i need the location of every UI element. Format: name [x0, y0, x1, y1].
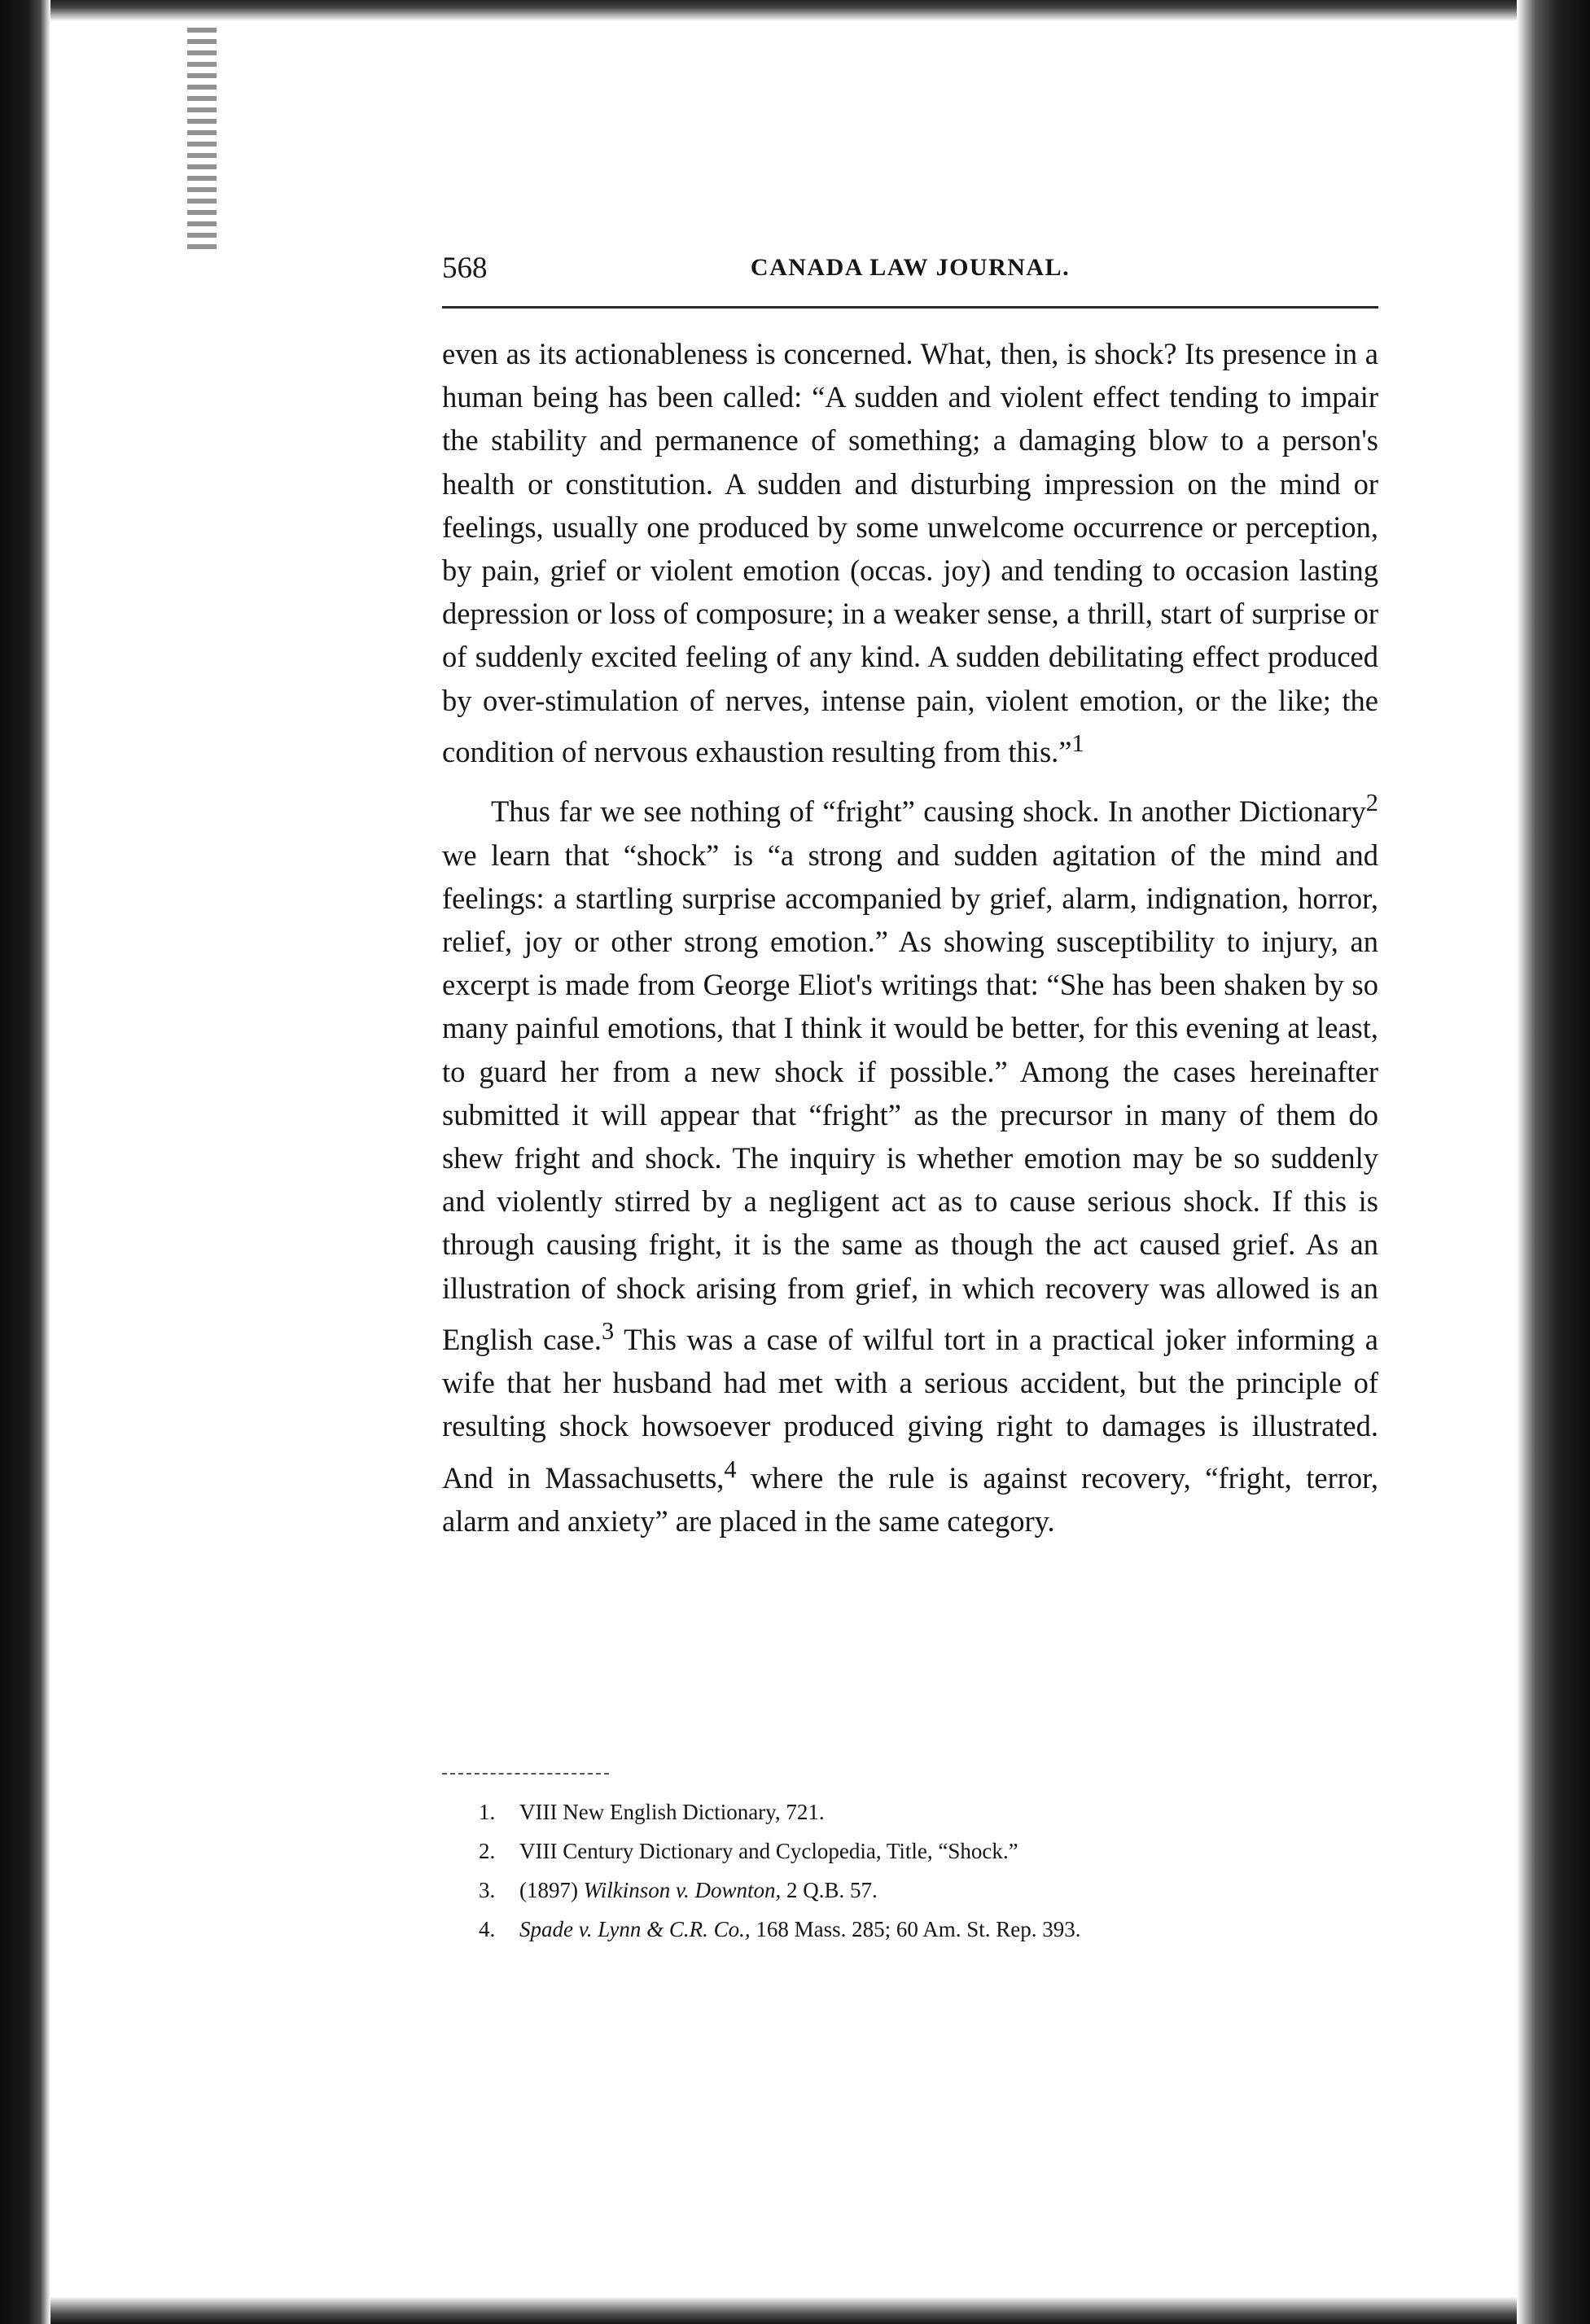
- footnote-year: (1897): [519, 1878, 584, 1902]
- scan-speckle: [187, 16, 217, 252]
- footnote-rule: [442, 1773, 609, 1775]
- footnote-number: 4.: [479, 1917, 496, 1941]
- header-rule: [442, 306, 1378, 309]
- footnote-number: 3.: [479, 1878, 496, 1902]
- footnote-text: VIII Century Dictionary and Cyclopedia, Title, “Shock.”: [519, 1839, 1018, 1863]
- body-text: [442, 332, 1378, 1543]
- paragraph-1: [442, 332, 1378, 773]
- footnote-number: 2.: [479, 1839, 496, 1863]
- scan-border-right: [1517, 0, 1590, 2324]
- footnote-ref-3: 3: [602, 1316, 615, 1345]
- running-head: CANADA LAW JOURNAL.: [750, 254, 1071, 281]
- footnote-ref-2: 2: [1365, 789, 1378, 817]
- footnote-text: VIII New English Dictionary, 721.: [519, 1800, 825, 1824]
- footnote-1: [479, 1792, 1378, 1832]
- paragraph-1-text: even as its actionableness is concerned. What, then, is shock? Its presence in a human being has been called: “A sudden and violent effect tending to impair the stability and permanence of something; a damaging blow to a person's health or constitution. A sudden and disturbing impression on the mind or feelings, usually one produced by some unwelcome occurrence or perception, by pain, grief or violent emotion (occas. joy) and tending to occasion lasting depression or loss of composure; in a weaker sense, a thrill, start of surprise or of suddenly excited feeling of any kind. A sudden debilitating effect produced by over-stimulation of nerves, intense pain, violent emotion, or the like; the condition of nervous exhaustion resulting from this.”: [442, 337, 1378, 768]
- paragraph-2: [442, 781, 1378, 1543]
- footnote-case-name: Wilkinson v. Downton,: [583, 1878, 782, 1902]
- footnote-ref-1: 1: [1071, 729, 1084, 757]
- scan-border-bottom: [50, 2296, 1517, 2324]
- footnote-ref-4: 4: [724, 1455, 737, 1483]
- footnotes: [479, 1792, 1378, 1949]
- paragraph-2-text-d: where the rule is against recovery, “fright, terror, alarm and anxiety” are placed in the same category.: [442, 1460, 1378, 1538]
- paragraph-2-text-b: we learn that “shock” is “a strong and sudden agitation of the mind and feelings: a startling surprise accompanied by grief, alarm, indignation, horror, relief, joy or other strong emotion.” As showing susceptibility to injury, an excerpt is made from George Eliot's writings that: “She has been shaken by so many painful emotions, that I think it would be better, for this evening at least, to guard her from a new shock if possible.” Among the cases hereinafter submitted it will appear that “fright” as the precursor in many of them do shew fright and shock. The inquiry is whether emotion may be so suddenly and violently stirred by a negligent act as to cause serious shock. If this is through causing fright, it is the same as though the act caused grief. As an illustration of shock arising from grief, in which recovery was allowed is an English case.: [442, 838, 1378, 1356]
- footnote-3: [479, 1871, 1378, 1910]
- paragraph-2-text-a: Thus far we see nothing of “fright” causing shock. In another Dictionary: [491, 794, 1366, 829]
- page-header: [442, 251, 1378, 291]
- footnote-citation: 168 Mass. 285; 60 Am. St. Rep. 393.: [750, 1917, 1081, 1941]
- footnote-2: [479, 1832, 1378, 1871]
- scan-border-top: [50, 0, 1517, 21]
- scan-border-left: [0, 0, 50, 2324]
- page-number: 568: [442, 252, 488, 285]
- footnote-number: 1.: [479, 1800, 496, 1824]
- footnote-case-name: Spade v. Lynn & C.R. Co.,: [519, 1917, 751, 1941]
- footnote-4: [479, 1910, 1378, 1949]
- paragraph-2-text-c: This was a case of wilful tort in a practical joker informing a wife that her husband had met with a serious accident, but the principle of resulting shock howsoever produced giving right to damages is illustrated. And in Massachusetts,: [442, 1322, 1378, 1495]
- footnote-citation: 2 Q.B. 57.: [781, 1878, 878, 1902]
